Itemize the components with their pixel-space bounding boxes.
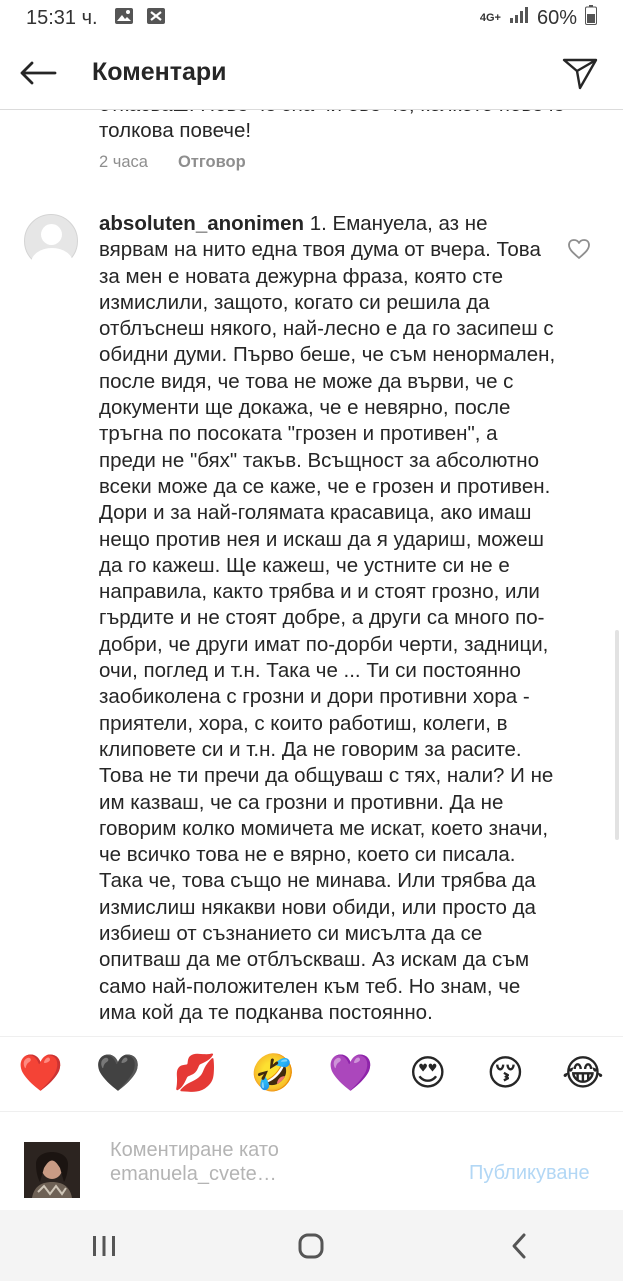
home-button[interactable] <box>271 1216 351 1276</box>
comment-username[interactable]: absoluten_anonimen <box>99 212 305 235</box>
back-nav-button[interactable] <box>479 1216 559 1276</box>
back-button[interactable] <box>2 36 74 110</box>
scrollbar[interactable] <box>615 630 619 840</box>
heart-outline-icon <box>567 238 591 260</box>
purple-heart-emoji[interactable]: 💜 <box>328 1053 374 1094</box>
comment-compose <box>0 1112 623 1210</box>
status-time: 15:31 ч. <box>26 6 98 29</box>
tears-of-joy-emoji[interactable]: 😂 <box>561 1053 604 1094</box>
signal-icon <box>509 6 529 30</box>
share-button[interactable] <box>545 36 615 110</box>
publish-button[interactable]: Публикуване <box>469 1162 590 1184</box>
comments-header <box>0 36 623 110</box>
network-type: 4G+ <box>479 12 501 24</box>
page-title: Коментари <box>92 58 227 86</box>
battery-icon <box>585 5 597 31</box>
reply-button[interactable]: Отговор <box>177 153 246 171</box>
previous-comment-text: толкова повече! <box>99 119 252 142</box>
previous-comment-meta <box>99 153 246 172</box>
avatar[interactable] <box>24 214 78 268</box>
comment-body <box>99 211 559 1026</box>
gallery-icon <box>114 7 134 30</box>
comment-text: 1. Емануела, аз не вярвам на нито една твоя дума от вчера. Това за мен е новата дежурна фраза, която сте измислили, защото, когато си решила да отблъснеш някого, най-лесно е да го засипеш с обидни думи. Първо беше, че съм ненормален, после видя, че това не може да върви, че с документи ще докажа, че е невярно, после тръгна по посоката "грозен и противен", а преди не "бях" такъв. Всъщност за абсолютно всеки може да се каже, че е грозен и противен. Дори и за най-голямата красавица, ако имаш нещо против нея и искаш да я удариш, можеш да го кажеш. Ще кажеш, че устните си не е направила, както трябва и и стоят грозно, или гърдите и не стоят добре, а други са много по-добри, че други имат по-дорби черти, задници, очи, поглед и т.н. Така че ... Ти си постоянно заобиколена с грозни и дори противни хора - приятели, хора, с които работиш, колеги, в клиповете си и т.н. Да не говорим за расите. Това не ти пречи да общуваш с тях, нали? И не им казваш, че са грозни и противни. Да не говорим колко момичета ме искат, което значи, че всичко това не е вярно, което си писала. Така че, това също не минава. Или трябва да измислиш някакви нови обиди, или просто да избиеш от съзнанието си мисълта да се опитваш да ме отблъскваш. Аз искам да съм само най-положителен към теб. Но знам, че има кой да те подканва постоянно. <box>99 212 556 1024</box>
like-button[interactable] <box>567 238 591 260</box>
kiss-mark-emoji[interactable]: 💋 <box>173 1053 218 1094</box>
back-arrow-icon <box>19 61 57 85</box>
battery-level: 60% <box>536 6 577 29</box>
home-icon <box>297 1232 325 1260</box>
recent-apps-button[interactable] <box>64 1216 144 1276</box>
emoji-quick-bar <box>0 1036 623 1112</box>
kissing-emoji[interactable]: 😚 <box>486 1053 525 1094</box>
status-bar <box>0 0 623 36</box>
comment-timestamp: 2 часа <box>99 153 148 171</box>
comments-list[interactable] <box>0 110 623 1036</box>
recent-apps-icon <box>91 1234 117 1258</box>
user-avatar <box>24 1142 80 1198</box>
red-heart-emoji[interactable]: ❤️ <box>18 1053 63 1094</box>
chevron-left-icon <box>510 1233 528 1259</box>
heart-eyes-emoji[interactable]: 😍 <box>409 1053 447 1094</box>
rolling-laughing-emoji[interactable]: 🤣 <box>250 1053 296 1094</box>
system-nav-bar <box>0 1210 623 1281</box>
black-heart-emoji[interactable]: 🖤 <box>95 1053 141 1094</box>
notification-icon <box>146 7 166 30</box>
comment-input[interactable]: Коментиране като emanuela_cvete… <box>110 1139 279 1185</box>
paper-plane-icon <box>562 56 598 90</box>
